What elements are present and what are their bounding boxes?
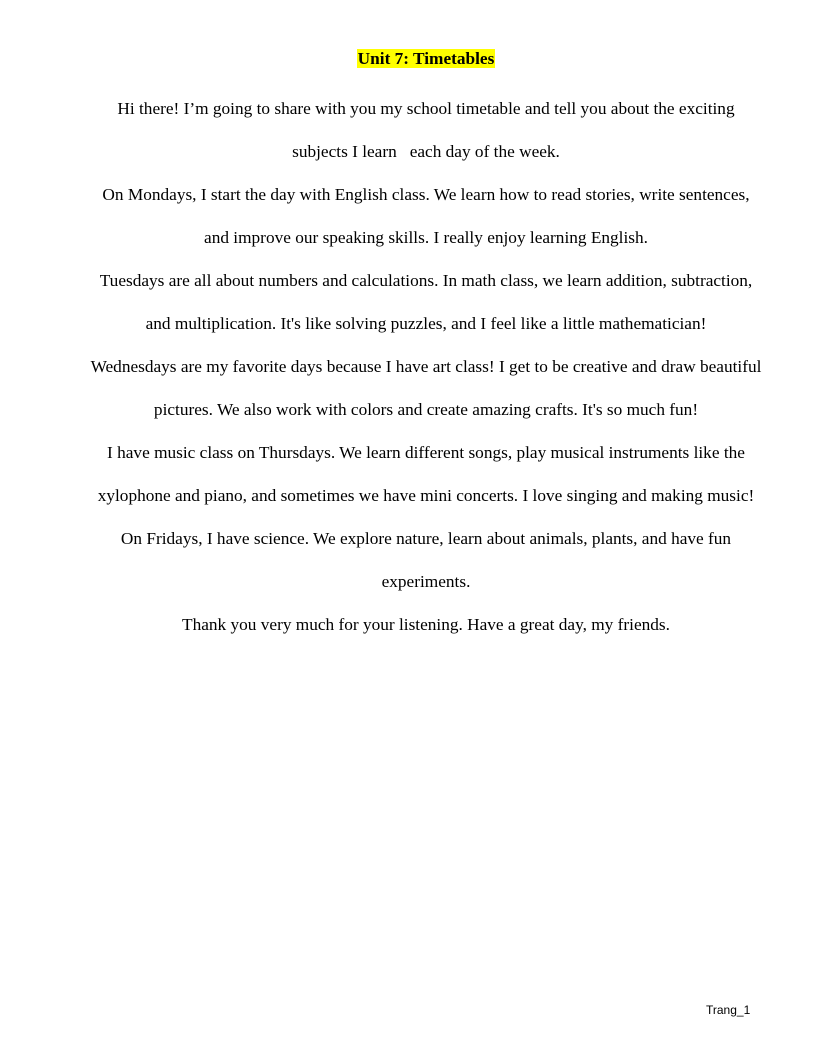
- page-footer: Trang_1: [706, 1003, 751, 1017]
- title-line: [90, 44, 762, 73]
- paragraph-friday: On Fridays, I have science. We explore nature, learn about animals, plants, and have fun experiments.: [120, 529, 732, 591]
- paragraph-wednesday: Wednesdays are my favorite days because I have art class! I get to be creative and draw beautiful pictures. We also work with colors and create amazing crafts. It's so much fun!: [90, 357, 762, 419]
- document-body: [90, 44, 762, 646]
- paragraph-intro: Hi there! I’m going to share with you my school timetable and tell you about the exciting subjects I learn each day of the week.: [117, 99, 735, 161]
- paragraph-tuesday: Tuesdays are all about numbers and calculations. In math class, we learn addition, subtraction, and multiplication. It's like solving puzzles, and I feel like a little mathematician!: [99, 271, 753, 333]
- paragraph-thursday: I have music class on Thursdays. We learn different songs, play musical instruments like the xylophone and piano, and sometimes we have mini concerts. I love singing and making music!: [97, 443, 755, 505]
- paragraph-monday: On Mondays, I start the day with English class. We learn how to read stories, write sentences, and improve our speaking skills. I really enjoy learning English.: [102, 185, 750, 247]
- paragraph-closing: Thank you very much for your listening. Have a great day, my friends.: [182, 615, 670, 634]
- document-title: Unit 7: Timetables: [357, 49, 495, 68]
